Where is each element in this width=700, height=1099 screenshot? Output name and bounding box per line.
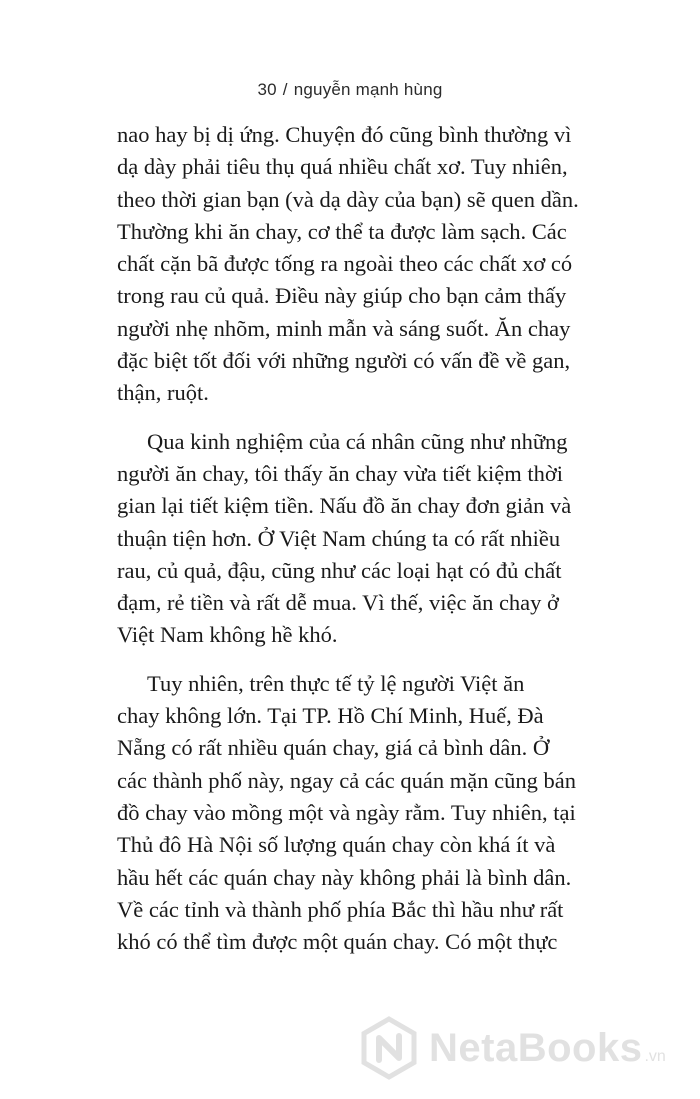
paragraph-gap [117,410,597,426]
text-line: Qua kinh nghiệm của cá nhân cũng như những [147,428,568,454]
text-line: chất cặn bã được tống ra ngoài theo các chất xơ có [117,251,573,277]
text-line: chay không lớn. Tại TP. Hồ Chí Minh, Huế, Đà [117,703,544,729]
text-line: Việt Nam không hề khó. [117,622,338,648]
text-line: Tuy nhiên, trên thực tế tỷ lệ người Việt ăn [147,670,525,696]
text-line: nao hay bị dị ứng. Chuyện đó cũng bình thường vì [117,122,572,147]
text-line: hầu hết các quán chay này không phải là bình dân. [117,864,572,890]
text-line: Thủ đô Hà Nội số lượng quán chay còn khá ít và [117,832,556,858]
paragraph-3 [117,668,597,959]
paragraph-gap [117,652,597,668]
paragraph-2 [117,426,597,652]
text-line: rau, củ quả, đậu, cũng như các loại hạt có đủ chất [117,557,562,583]
text-line: đạm, rẻ tiền và rất dễ mua. Vì thế, việc ăn chay ở [117,590,559,616]
watermark-suffix: .vn [644,1048,666,1065]
running-header [0,80,700,100]
text-line: Về các tỉnh và thành phố phía Bắc thì hầu như rất [117,896,564,922]
body-text [117,119,597,958]
text-line: các thành phố này, ngay cả các quán mặn cũng bán [117,767,576,793]
paragraph-1 [117,119,597,410]
text-line: người nhẹ nhõm, minh mẫn và sáng suốt. Ăn chay [117,315,571,341]
text-line: khó có thể tìm được một quán chay. Có một thực [117,929,558,955]
text-line: người ăn chay, tôi thấy ăn chay vừa tiết kiệm thời [117,460,563,486]
running-title: nguyễn mạnh hùng [293,80,443,99]
text-line: gian lại tiết kiệm tiền. Nấu đồ ăn chay đơn giản và [117,493,572,519]
text-line: đặc biệt tốt đối với những người có vấn đề về gan, [117,348,571,374]
text-line: thuận tiện hơn. Ở Việt Nam chúng ta có rất nhiều [117,525,561,551]
page-number: 30 [257,80,277,99]
text-line: Thường khi ăn chay, cơ thể ta được làm sạch. Các [117,218,567,244]
text-line: trong rau củ quả. Điều này giúp cho bạn cảm thấy [117,283,567,309]
text-line: dạ dày phải tiêu thụ quá nhiều chất xơ. Tuy nhiên, [117,154,568,180]
watermark [357,1016,693,1080]
netabooks-logo-icon [357,1016,421,1080]
watermark-brand: NetaBooks [429,1025,643,1070]
header-separator: / [282,80,288,99]
text-line: thận, ruột. [117,380,209,406]
text-line: theo thời gian bạn (và dạ dày của bạn) sẽ quen dần. [117,186,579,212]
text-line: đồ chay vào mồng một và ngày rằm. Tuy nhiên, tại [117,799,576,825]
text-line: Nẵng có rất nhiều quán chay, giá cả bình dân. Ở [117,735,550,761]
